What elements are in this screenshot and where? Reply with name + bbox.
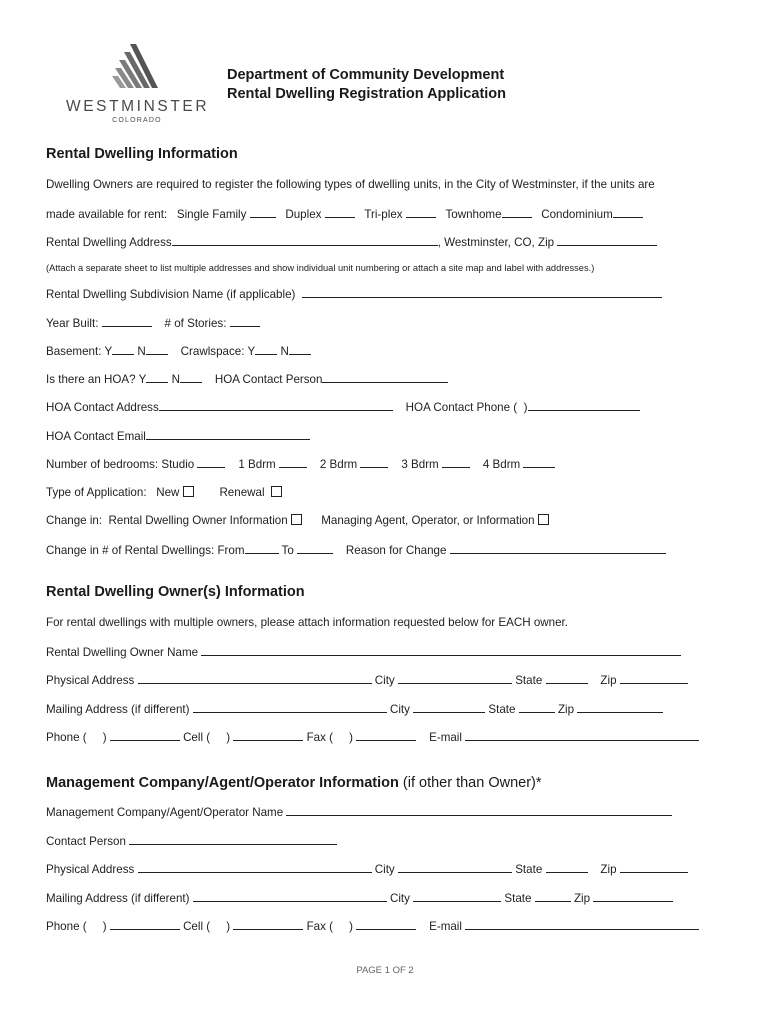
owner-physical-city-field[interactable]: [398, 673, 512, 684]
owner-fax-paren: ): [349, 731, 353, 744]
logo-mark-icon: [110, 44, 164, 94]
owner-mailing-field[interactable]: [193, 702, 387, 713]
subdivision-field[interactable]: [302, 287, 662, 298]
bdrm3-label: 3 Bdrm: [401, 458, 439, 471]
owner-mailing-zip-label: Zip: [557, 703, 575, 716]
condominium-field[interactable]: [613, 207, 643, 218]
mgmt-fax-label: Fax (: [306, 920, 333, 933]
hoa-address-field[interactable]: [159, 400, 393, 411]
address-label: Rental Dwelling Address: [46, 236, 172, 249]
hoa-email-field[interactable]: [146, 429, 310, 440]
bdrm2-field[interactable]: [360, 457, 388, 468]
studio-label: Number of bedrooms: Studio: [46, 458, 195, 471]
basement-row: [46, 344, 311, 359]
logo-wordmark: WESTMINSTER: [66, 98, 210, 115]
zip-label: Zip: [537, 236, 555, 249]
management-heading-note: (if other than Owner)*: [402, 775, 542, 791]
section-heading-owner: Rental Dwelling Owner(s) Information: [46, 584, 305, 600]
owner-phone-field[interactable]: [110, 730, 180, 741]
mgmt-physical-field[interactable]: [138, 862, 372, 873]
hoa-email-label: HOA Contact Email: [46, 430, 146, 443]
crawlspace-n-field[interactable]: [289, 344, 311, 355]
bdrm2-label: 2 Bdrm: [319, 458, 358, 471]
owner-name-field[interactable]: [201, 645, 681, 656]
triplex-label: Tri-plex: [364, 208, 403, 221]
crawlspace-label: Crawlspace:: [180, 345, 245, 358]
owner-physical-state-label: State: [515, 674, 543, 687]
hoa-address-row: [46, 400, 640, 415]
townhome-label: Townhome: [445, 208, 502, 221]
owner-email-label: E-mail: [429, 731, 462, 744]
mgmt-cell-field[interactable]: [233, 919, 303, 930]
stories-label: # of Stories:: [164, 317, 227, 330]
triplex-field[interactable]: [406, 207, 436, 218]
mgmt-mailing-label: Mailing Address (if different): [46, 892, 190, 905]
owner-phone-label: Phone (: [46, 731, 87, 744]
section-heading-management: [46, 775, 542, 791]
mgmt-mailing-zip-field[interactable]: [593, 891, 673, 902]
owner-intro: For rental dwellings with multiple owners, please attach information requested below for EACH owner.: [46, 616, 568, 629]
owner-fax-field[interactable]: [356, 730, 416, 741]
single-family-field[interactable]: [250, 207, 276, 218]
bdrm4-field[interactable]: [523, 457, 555, 468]
city-state-label: , Westminster, CO,: [437, 236, 535, 249]
owner-contact-row: [46, 730, 699, 745]
owner-physical-label: Physical Address: [46, 674, 135, 687]
owner-mailing-city-field[interactable]: [413, 702, 485, 713]
hoa-email-row: [46, 429, 310, 444]
basement-label: Basement:: [46, 345, 102, 358]
management-heading-text: Management Company/Agent/Operator Information: [46, 775, 399, 791]
hoa-phone-field[interactable]: [528, 400, 640, 411]
made-available-label: made available for rent:: [46, 208, 168, 221]
bdrm3-field[interactable]: [442, 457, 470, 468]
change-count-label: Change in # of Rental Dwellings:: [46, 544, 215, 557]
basement-y-field[interactable]: [112, 344, 134, 355]
mgmt-physical-state-label: State: [515, 863, 543, 876]
mgmt-mailing-city-label: City: [389, 892, 410, 905]
agent-change-checkbox[interactable]: [538, 514, 549, 525]
westminster-logo: [66, 44, 208, 130]
hoa-row: [46, 372, 448, 387]
townhome-field[interactable]: [502, 207, 532, 218]
mgmt-physical-city-label: City: [374, 863, 395, 876]
page-title-line2: Rental Dwelling Registration Application: [227, 86, 507, 102]
hoa-phone-paren: ): [523, 401, 528, 414]
basement-n-label: N: [137, 345, 146, 358]
address-row: [46, 235, 657, 250]
crawlspace-y-label: Y: [247, 345, 256, 358]
studio-field[interactable]: [197, 457, 225, 468]
application-type-row: [46, 486, 282, 500]
owner-physical-city-label: City: [374, 674, 395, 687]
owner-mailing-row: [46, 702, 663, 717]
hoa-n-label: N: [171, 373, 180, 386]
dwelling-intro: Dwelling Owners are required to register the following types of dwelling units, in the City of Westminster, if the units are: [46, 178, 655, 191]
to-field[interactable]: [297, 543, 333, 554]
owner-fax-label: Fax (: [306, 731, 333, 744]
duplex-field[interactable]: [325, 207, 355, 218]
mgmt-cell-label: Cell (: [183, 920, 211, 933]
bedrooms-row: [46, 457, 555, 472]
to-label: To: [281, 544, 294, 557]
new-checkbox[interactable]: [183, 486, 194, 497]
from-label: From: [217, 544, 245, 557]
mgmt-physical-label: Physical Address: [46, 863, 135, 876]
year-built-label: Year Built:: [46, 317, 99, 330]
basement-n-field[interactable]: [146, 344, 168, 355]
hoa-y-field[interactable]: [146, 372, 168, 383]
condominium-label: Condominium: [541, 208, 613, 221]
stories-field[interactable]: [230, 316, 260, 327]
mgmt-cell-paren: ): [226, 920, 231, 933]
hoa-address-label: HOA Contact Address: [46, 401, 159, 414]
mgmt-contact-person-field[interactable]: [129, 834, 337, 845]
mgmt-physical-zip-field[interactable]: [620, 862, 688, 873]
owner-name-label: Rental Dwelling Owner Name: [46, 646, 199, 659]
owner-cell-paren: ): [226, 731, 231, 744]
owner-physical-zip-label: Zip: [600, 674, 617, 687]
owner-phone-paren: ): [102, 731, 107, 744]
reason-field[interactable]: [450, 543, 666, 554]
mgmt-physical-city-field[interactable]: [398, 862, 512, 873]
single-family-label: Single Family: [176, 208, 247, 221]
page-title-line1: Department of Community Development: [227, 67, 505, 83]
owner-email-field[interactable]: [465, 730, 699, 741]
agent-change-label: Managing Agent, Operator, or Information: [321, 514, 535, 527]
new-label: New: [156, 486, 180, 499]
owner-cell-label: Cell (: [183, 731, 211, 744]
owner-mailing-city-label: City: [389, 703, 410, 716]
mgmt-email-field[interactable]: [465, 919, 699, 930]
mgmt-name-label: Management Company/Agent/Operator Name: [46, 806, 284, 819]
owner-physical-row: [46, 673, 688, 688]
mgmt-mailing-field[interactable]: [193, 891, 387, 902]
attach-note: (Attach a separate sheet to list multiple addresses and show individual unit numbering or attach a site map and label with addresses.): [46, 263, 595, 273]
bdrm4-label: 4 Bdrm: [482, 458, 521, 471]
hoa-y-label: Y: [138, 373, 147, 386]
mgmt-phone-field[interactable]: [110, 919, 180, 930]
mgmt-name-row: [46, 805, 672, 820]
mgmt-physical-row: [46, 862, 688, 877]
owner-physical-zip-field[interactable]: [620, 673, 688, 684]
hoa-contact-person-label: HOA Contact Person: [214, 373, 323, 386]
hoa-contact-person-field[interactable]: [322, 372, 448, 383]
year-stories-row: [46, 316, 260, 331]
app-type-label: Type of Application:: [46, 486, 147, 499]
subdivision-label: Rental Dwelling Subdivision Name (if applicable): [46, 288, 296, 301]
page-number: PAGE 1 OF 2: [356, 965, 414, 976]
duplex-label: Duplex: [285, 208, 322, 221]
logo-subtitle: COLORADO: [112, 117, 162, 124]
mgmt-contact-person-label: Contact Person: [46, 835, 126, 848]
owner-name-row: [46, 645, 681, 660]
change-count-row: [46, 543, 666, 558]
owner-physical-state-field[interactable]: [546, 673, 588, 684]
from-field[interactable]: [245, 543, 279, 554]
zip-field[interactable]: [557, 235, 657, 246]
owner-physical-field[interactable]: [138, 673, 372, 684]
basement-y-label: Y: [104, 345, 113, 358]
hoa-question: Is there an HOA?: [46, 373, 136, 386]
address-field[interactable]: [172, 235, 438, 246]
owner-mailing-label: Mailing Address (if different): [46, 703, 190, 716]
subdivision-row: [46, 287, 662, 302]
mgmt-contact-person-row: [46, 834, 337, 849]
reason-label: Reason for Change: [345, 544, 447, 557]
mgmt-mailing-row: [46, 891, 673, 906]
mgmt-mailing-zip-label: Zip: [573, 892, 591, 905]
section-heading-dwelling: Rental Dwelling Information: [46, 146, 238, 162]
owner-info-change-label: Rental Dwelling Owner Information: [108, 514, 288, 527]
owner-mailing-state-label: State: [488, 703, 516, 716]
mgmt-physical-zip-label: Zip: [600, 863, 617, 876]
owner-mailing-state-field[interactable]: [519, 702, 555, 713]
owner-mailing-zip-field[interactable]: [577, 702, 663, 713]
bdrm1-field[interactable]: [279, 457, 307, 468]
change-in-label: Change in:: [46, 514, 103, 527]
hoa-phone-label: HOA Contact Phone (: [405, 401, 518, 414]
hoa-n-field[interactable]: [180, 372, 202, 383]
dwelling-types-row: [46, 207, 643, 222]
mgmt-fax-field[interactable]: [356, 919, 416, 930]
mgmt-fax-paren: ): [349, 920, 353, 933]
renewal-checkbox[interactable]: [271, 486, 282, 497]
mgmt-mailing-city-field[interactable]: [413, 891, 501, 902]
mgmt-name-field[interactable]: [286, 805, 672, 816]
mgmt-mailing-state-label: State: [504, 892, 532, 905]
crawlspace-n-label: N: [280, 345, 289, 358]
year-built-field[interactable]: [102, 316, 152, 327]
mgmt-mailing-state-field[interactable]: [535, 891, 571, 902]
renewal-label: Renewal: [219, 486, 265, 499]
owner-cell-field[interactable]: [233, 730, 303, 741]
crawlspace-y-field[interactable]: [255, 344, 277, 355]
owner-info-change-checkbox[interactable]: [291, 514, 302, 525]
change-in-row: [46, 514, 549, 528]
mgmt-email-label: E-mail: [429, 920, 462, 933]
mgmt-phone-label: Phone (: [46, 920, 87, 933]
mgmt-contact-row: [46, 919, 699, 934]
mgmt-phone-paren: ): [102, 920, 107, 933]
mgmt-physical-state-field[interactable]: [546, 862, 588, 873]
bdrm1-label: 1 Bdrm: [238, 458, 276, 471]
